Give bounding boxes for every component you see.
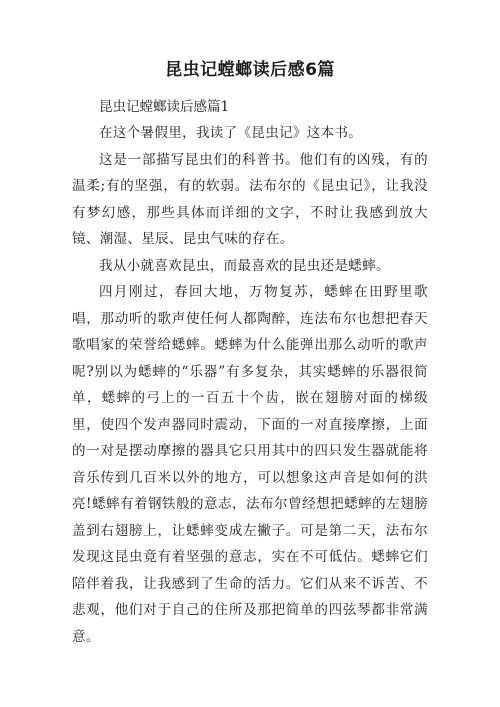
paragraph-1: 在这个暑假里，我读了《昆虫记》这本书。: [99, 125, 363, 141]
paragraph-2: 这是一部描写昆虫们的科普书。他们有的凶残，有的温柔;有的坚强，有的软弱。法布尔的《昆虫记》，让我没有梦幻感，那些具体而详细的文字，不时让我感到放大镜、潮湿、星辰、昆虫气味的存在。: [72, 151, 428, 247]
paragraph-3: 我从小就喜欢昆虫，而最喜欢的昆虫还是蟋蟀。: [99, 257, 390, 274]
document-title: 昆虫记螳螂读后感6篇: [165, 60, 335, 80]
section-heading: 昆虫记螳螂读后感篇1: [99, 99, 230, 115]
paragraph-4: 四月刚过，春回大地，万物复苏，蟋蟀在田野里歌唱，那动听的歌声使任何人都陶醉，连法布尔也想把春天歌唱家的荣誉给蟋蟀。蟋蟀为什么能弹出那么动听的歌声呢?别以为蟋蟀的“乐器”有多复杂，其实蟋蟀的乐器很简单，蟋蟀的弓上的一百五十个齿，嵌在翅膀对面的梯级里，使四个发声器同时震动，下面的一对直接摩擦，上面的一对是摆动摩擦的器具它只用其中的四只发生器就能将音乐传到几百米以外的地方，可以想象这声音是如何的洪亮!蟋蟀有着钢铁般的意志，法布尔曾经想把蟋蟀的左翅膀盖到右翅膀上，让蟋蟀变成左撇子。可是第二天，法布尔发现这昆虫竟有着坚强的意志，实在不可低估。蟋蟀它们陪伴着我，让我感到了生命的活力。它们从来不诉苦、不悲观，他们对于自己的住所及那把简单的四弦琴都非常满意。: [72, 284, 428, 645]
